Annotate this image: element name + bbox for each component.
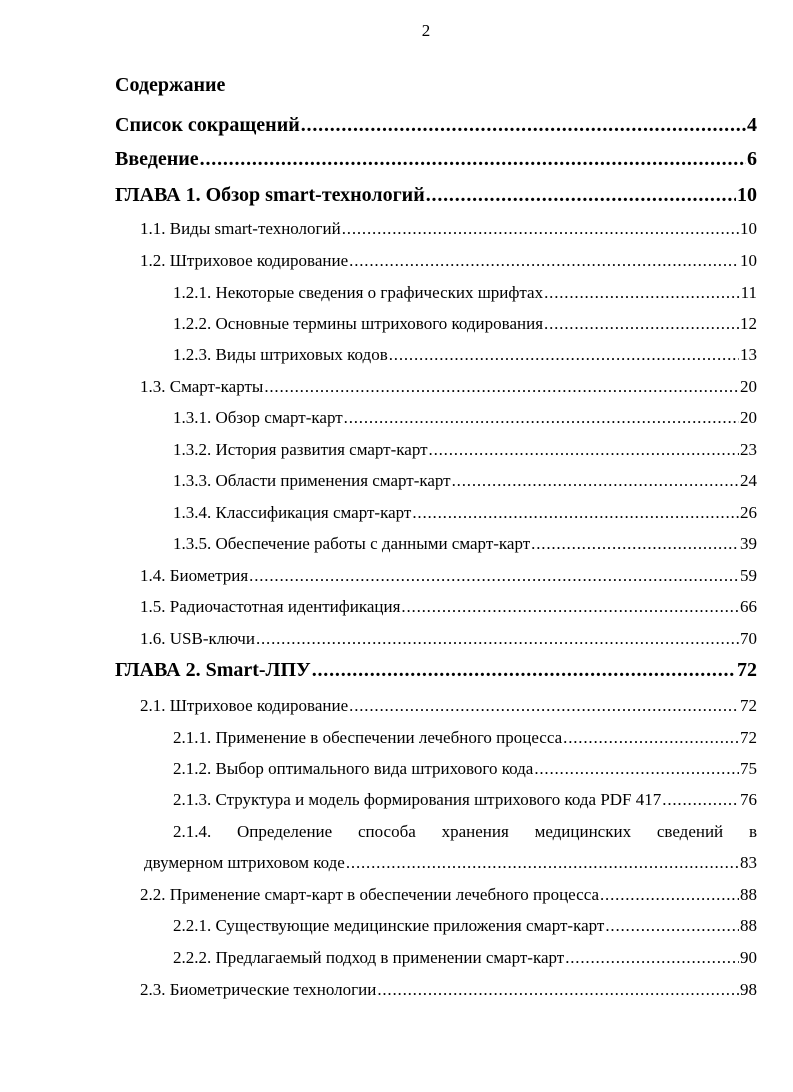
toc-entry-title: двумерном штриховом коде xyxy=(144,853,345,872)
toc-entry-title: 1.2. Штриховое кодирование xyxy=(140,251,349,270)
toc-leader-dots xyxy=(346,850,739,876)
toc-leader-dots xyxy=(412,500,739,526)
toc-entry[interactable] xyxy=(173,468,757,494)
toc-entry[interactable] xyxy=(173,280,757,306)
toc-leader-dots xyxy=(349,693,739,719)
toc-entry-page: 88 xyxy=(740,885,757,904)
toc-leader-dots xyxy=(401,594,739,620)
toc-entry-title: 1.1. Виды smart-технологий xyxy=(140,219,341,238)
toc-entry-page: 4 xyxy=(747,114,757,136)
toc-leader-dots xyxy=(200,146,746,172)
toc-word: способа xyxy=(357,822,416,841)
toc-entry-title: 2.3. Биометрические технологии xyxy=(140,980,377,999)
toc-leader-dots xyxy=(249,563,739,589)
toc-entry-title: Список сокращений xyxy=(115,114,300,136)
toc-leader-dots xyxy=(662,787,739,813)
toc-entry-title: 1.6. USB-ключи xyxy=(140,629,255,648)
toc-entry-title: 2.1.2. Выбор оптимального вида штрихового кода xyxy=(173,759,534,778)
toc-entry-page: 12 xyxy=(740,314,757,333)
toc-entry-title: 1.3. Смарт-карты xyxy=(140,377,264,396)
toc-leader-dots xyxy=(426,182,736,208)
page-number: 2 xyxy=(421,21,431,40)
toc-entry-title: 1.3.1. Обзор смарт-карт xyxy=(173,408,343,427)
toc-leader-dots xyxy=(565,945,739,971)
toc-entry-page: 20 xyxy=(740,408,757,427)
toc-leader-dots xyxy=(563,725,739,751)
toc-word: 2.1.4. xyxy=(173,822,212,841)
toc-leader-dots xyxy=(256,626,739,652)
toc-entry-page: 72 xyxy=(740,728,757,747)
toc-entry-2-1-4-line2[interactable] xyxy=(144,850,757,876)
toc-entry[interactable] xyxy=(173,913,757,939)
toc-entry-page: 13 xyxy=(740,345,757,364)
toc-entry[interactable] xyxy=(140,977,757,1003)
toc-leader-dots xyxy=(600,882,739,908)
toc-entry-title: 2.1.3. Структура и модель формирования штрихового кода PDF 417 xyxy=(173,790,662,809)
toc-heading: Содержание xyxy=(115,74,226,96)
toc-leader-dots xyxy=(531,531,739,557)
toc-entry-title: 1.2.2. Основные термины штрихового кодирования xyxy=(173,314,544,333)
toc-leader-dots xyxy=(534,756,739,782)
toc-entry-page: 70 xyxy=(740,629,757,648)
toc-entry-page: 72 xyxy=(740,696,757,715)
toc-entry-page: 11 xyxy=(740,283,757,302)
toc-entry[interactable] xyxy=(173,311,757,337)
toc-entry[interactable] xyxy=(173,756,757,782)
toc-entry[interactable] xyxy=(115,146,757,172)
toc-entry[interactable] xyxy=(140,594,757,620)
toc-entry-page: 10 xyxy=(740,251,757,270)
toc-entry-page: 88 xyxy=(740,916,757,935)
toc-leader-dots xyxy=(312,657,736,683)
toc-entry-page: 23 xyxy=(740,440,757,459)
toc-entry-page: 90 xyxy=(740,948,757,967)
toc-entry-page: 10 xyxy=(740,219,757,238)
toc-entry-title: ГЛАВА 2. Smart-ЛПУ xyxy=(115,659,311,681)
toc-entry-page: 24 xyxy=(740,471,757,490)
toc-entry-title: 2.1.1. Применение в обеспечении лечебного процесса xyxy=(173,728,563,747)
toc-entry-page: 75 xyxy=(740,759,757,778)
toc-leader-dots xyxy=(342,216,739,242)
toc-entry-title: 2.2.1. Существующие медицинские приложения смарт-карт xyxy=(173,916,605,935)
toc-entry[interactable] xyxy=(115,182,757,208)
toc-leader-dots xyxy=(605,913,739,939)
toc-entry-page: 76 xyxy=(740,790,757,809)
toc-entry[interactable] xyxy=(140,563,757,589)
toc-entry-page: 6 xyxy=(747,148,757,170)
toc-entry-page: 59 xyxy=(740,566,757,585)
toc-leader-dots xyxy=(544,280,740,306)
toc-entry-title: 1.3.3. Области применения смарт-карт xyxy=(173,471,451,490)
toc-entry[interactable] xyxy=(140,882,757,908)
toc-entry-title: 1.3.5. Обеспечение работы с данными смарт-карт xyxy=(173,534,531,553)
toc-entry-title: 1.2.3. Виды штриховых кодов xyxy=(173,345,388,364)
toc-entry-title: Введение xyxy=(115,148,199,170)
toc-entry-title: 2.2. Применение смарт-карт в обеспечении лечебного процесса xyxy=(140,885,599,904)
toc-entry-page: 66 xyxy=(740,597,757,616)
toc-word: хранения xyxy=(441,822,509,841)
toc-leader-dots xyxy=(544,311,739,337)
toc-entry-title: 1.2.1. Некоторые сведения о графических шрифтах xyxy=(173,283,544,302)
toc-entry-page: 10 xyxy=(737,184,757,206)
toc-entry[interactable] xyxy=(115,657,757,683)
toc-leader-dots xyxy=(301,112,746,138)
toc-leader-dots xyxy=(344,405,739,431)
toc-entry-2-1-4-line1[interactable] xyxy=(173,819,757,845)
toc-entry[interactable] xyxy=(173,531,757,557)
toc-word: в xyxy=(748,822,757,841)
toc-entry[interactable] xyxy=(140,216,757,242)
toc-entry-page: 26 xyxy=(740,503,757,522)
toc-entry[interactable] xyxy=(173,500,757,526)
toc-entry[interactable] xyxy=(140,374,757,400)
toc-entry-page: 39 xyxy=(740,534,757,553)
toc-entry-title: 1.5. Радиочастотная идентификация xyxy=(140,597,401,616)
toc-entry[interactable] xyxy=(173,725,757,751)
toc-word: медицинских xyxy=(534,822,632,841)
toc-entry-title: 1.3.4. Классификация смарт-карт xyxy=(173,503,412,522)
toc-entry-page: 83 xyxy=(740,853,757,872)
toc-entry[interactable] xyxy=(173,945,757,971)
toc-entry[interactable] xyxy=(173,405,757,431)
toc-leader-dots xyxy=(452,468,739,494)
toc-entry-title: ГЛАВА 1. Обзор smart-технологий xyxy=(115,184,425,206)
toc-leader-dots xyxy=(264,374,739,400)
toc-entry[interactable] xyxy=(115,112,757,138)
toc-word: Определение xyxy=(237,822,333,841)
toc-entry-page: 20 xyxy=(740,377,757,396)
toc-entry[interactable] xyxy=(140,626,757,652)
toc-entry[interactable] xyxy=(173,787,757,813)
toc-entry[interactable] xyxy=(140,248,757,274)
toc-entry[interactable] xyxy=(140,693,757,719)
toc-word: сведений xyxy=(656,822,724,841)
toc-entry-title: 2.2.2. Предлагаемый подход в применении смарт-карт xyxy=(173,948,565,967)
toc-leader-dots xyxy=(429,437,739,463)
toc-entry-title: 2.1. Штриховое кодирование xyxy=(140,696,349,715)
toc-leader-dots xyxy=(377,977,739,1003)
toc-leader-dots xyxy=(349,248,739,274)
toc-entry[interactable] xyxy=(173,342,757,368)
toc-entry-title: 1.4. Биометрия xyxy=(140,566,249,585)
toc-entry-title: 1.3.2. История развития смарт-карт xyxy=(173,440,428,459)
toc-entry-page: 98 xyxy=(740,980,757,999)
toc-leader-dots xyxy=(389,342,739,368)
toc-entry-page: 72 xyxy=(737,659,757,681)
toc-entry[interactable] xyxy=(173,437,757,463)
